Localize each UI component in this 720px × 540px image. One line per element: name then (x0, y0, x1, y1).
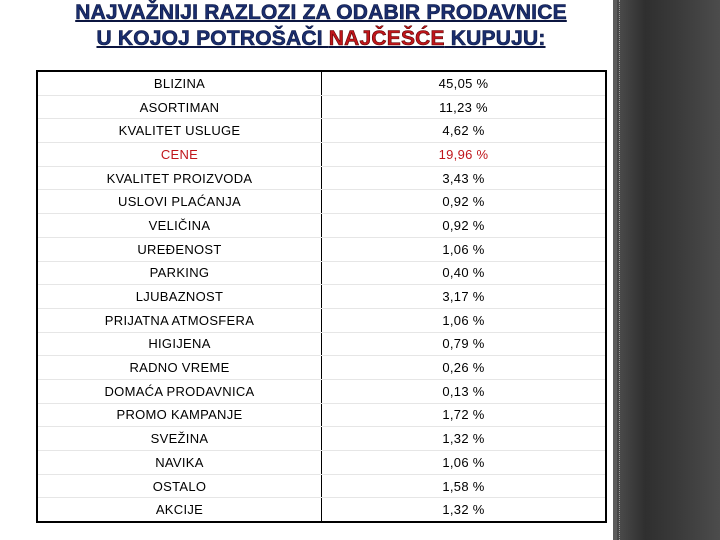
table-row (37, 166, 606, 190)
reason-cell: KVALITET USLUGE (37, 119, 322, 143)
title-highlight-word: NAJČEŠĆE (328, 27, 445, 50)
table-row (37, 498, 606, 522)
percentage-cell: 3,17 % (322, 285, 607, 309)
slide-title (0, 0, 642, 52)
percentage-cell: 1,06 % (322, 308, 607, 332)
percentage-cell: 45,05 % (322, 71, 607, 95)
table-row (37, 332, 606, 356)
table-row (37, 190, 606, 214)
percentage-cell: 1,06 % (322, 237, 607, 261)
percentage-cell: 4,62 % (322, 119, 607, 143)
reason-cell: CENE (37, 143, 322, 167)
title-line-2-start: U KOJOJ POTROŠAČI (96, 27, 329, 50)
percentage-cell: 0,92 % (322, 214, 607, 238)
table-row (37, 237, 606, 261)
table-row (37, 379, 606, 403)
table-row (37, 214, 606, 238)
table-row (37, 308, 606, 332)
table-row (37, 119, 606, 143)
reason-cell: OSTALO (37, 474, 322, 498)
reason-cell: BLIZINA (37, 71, 322, 95)
reasons-table (36, 70, 607, 523)
table-row (37, 71, 606, 95)
table-row (37, 474, 606, 498)
table-row (37, 356, 606, 380)
reason-cell: ASORTIMAN (37, 95, 322, 119)
reason-cell: AKCIJE (37, 498, 322, 522)
percentage-cell: 1,72 % (322, 403, 607, 427)
reason-cell: PROMO KAMPANJE (37, 403, 322, 427)
table-row (37, 427, 606, 451)
table-row (37, 95, 606, 119)
reason-cell: VELIČINA (37, 214, 322, 238)
title-line-2-end: KUPUJU: (444, 27, 546, 50)
reason-cell: USLOVI PLAĆANJA (37, 190, 322, 214)
percentage-cell: 1,58 % (322, 474, 607, 498)
reason-cell: KVALITET PROIZVODA (37, 166, 322, 190)
table-row (37, 143, 606, 167)
reason-cell: PRIJATNA ATMOSFERA (37, 308, 322, 332)
reason-cell: DOMAĆA PRODAVNICA (37, 379, 322, 403)
reason-cell: UREĐENOST (37, 237, 322, 261)
title-line-1: NAJVAŽNIJI RAZLOZI ZA ODABIR PRODAVNICE (75, 1, 567, 24)
percentage-cell: 1,06 % (322, 451, 607, 475)
percentage-cell: 0,26 % (322, 356, 607, 380)
reason-cell: RADNO VREME (37, 356, 322, 380)
table-row (37, 403, 606, 427)
percentage-cell: 0,40 % (322, 261, 607, 285)
table-row (37, 261, 606, 285)
percentage-cell: 0,92 % (322, 190, 607, 214)
percentage-cell: 1,32 % (322, 498, 607, 522)
percentage-cell: 19,96 % (322, 143, 607, 167)
reason-cell: LJUBAZNOST (37, 285, 322, 309)
reason-cell: HIGIJENA (37, 332, 322, 356)
percentage-cell: 3,43 % (322, 166, 607, 190)
reasons-table-body (37, 71, 606, 522)
reason-cell: PARKING (37, 261, 322, 285)
table-row (37, 285, 606, 309)
reason-cell: SVEŽINA (37, 427, 322, 451)
percentage-cell: 11,23 % (322, 95, 607, 119)
decorative-side-band (613, 0, 720, 540)
percentage-cell: 1,32 % (322, 427, 607, 451)
percentage-cell: 0,79 % (322, 332, 607, 356)
reason-cell: NAVIKA (37, 451, 322, 475)
table-row (37, 451, 606, 475)
title-line-2 (0, 26, 642, 52)
percentage-cell: 0,13 % (322, 379, 607, 403)
